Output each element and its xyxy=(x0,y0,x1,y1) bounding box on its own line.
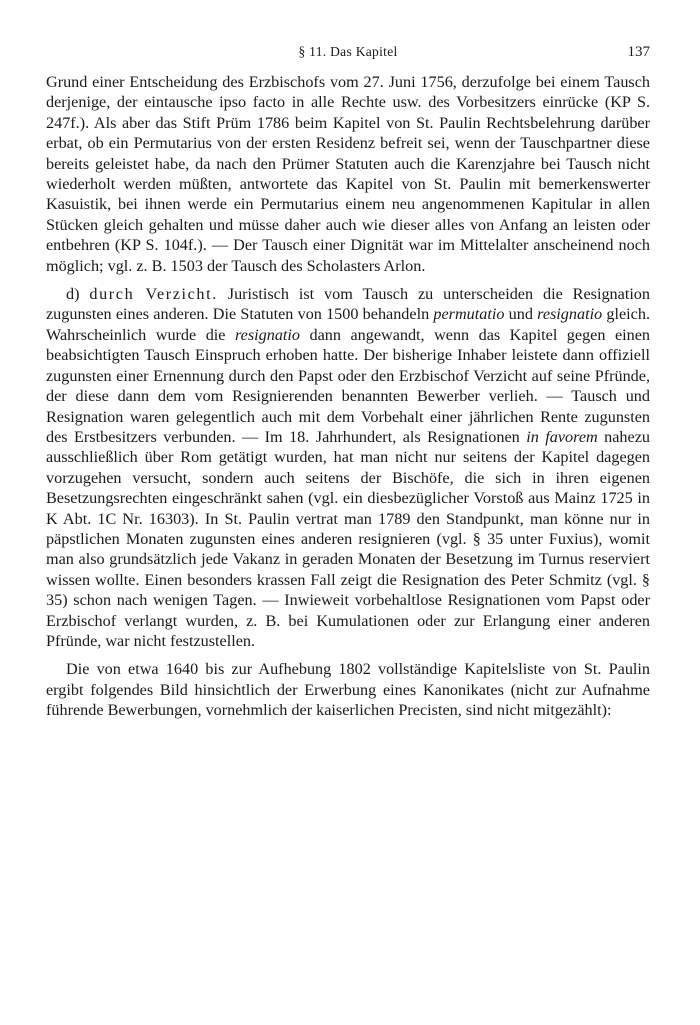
paragraph-2 xyxy=(46,284,650,651)
text-run: nahezu ausschließlich über Rom getätigt wurden, hat man nicht nur seitens der Kapitel dagegen vorzugehen versucht, sondern auch seitens der Bischöfe, die sich in ihren eigenen Besetzungsrechten eingeschränkt sahen (vgl. ein diesbezüglicher Vorstoß aus Mainz 1725 in K Abt. 1C Nr. 16303). In St. Paulin vertrat man 1789 den Standpunkt, man könne nur in päpstlichen Monaten zugunsten eines anderen resignieren (vgl. § 35 unter Fuxius), womit man also grundsätzlich jede Vakanz in geraden Monaten der Besetzung im Turnus reserviert wissen wollte. Einen besonders krassen Fall zeigt die Resignation des Peter Schmitz (vgl. § 35) schon nach wenigen Tagen. — Inwieweit vorbehaltlose Resignationen vom Papst oder Erzbischof verlangt wurden, z. B. bei Kumulationen oder zur Erlangung einer anderen Pfründe, war nicht festzustellen. xyxy=(46,427,650,650)
paragraph-3 xyxy=(46,659,650,720)
paragraph-1 xyxy=(46,72,650,276)
italic-term: in favorem xyxy=(526,427,598,446)
text-run: Juristisch ist vom Tausch zu unterscheiden die Resignation zugunsten eines anderen. Die Statuten von 1500 behandeln xyxy=(46,285,650,324)
text-run: d) xyxy=(66,285,90,304)
body-text xyxy=(46,72,650,721)
text-run: und xyxy=(504,305,538,324)
book-page xyxy=(46,44,650,721)
running-head xyxy=(46,44,650,72)
text-run: Grund einer Entscheidung des Erzbischofs vom 27. Juni 1756, derzufolge bei einem Tausch derjenige, der eintausche ipso facto in alle Rechte usw. des Vorbesitzers einrücke (KP S. 247f.). Als aber das Stift Prüm 1786 beim Kapitel von St. Paulin Rechtsbelehrung darüber erbat, ob ein Permutarius von der ersten Residenz befreit sei, wenn der Tauschpartner diese bereits geleistet habe, da nach den Prümer Statuten auch die Karenzjahre bei Tausch nicht wiederholt werden müßten, antwortete das Kapitel von St. Paulin mit bemerkenswerter Kasuistik, bei ihnen werde ein Permutarius einem neu angenommenen Kapitular in allen Stücken gleich gehalten und müsse daher auch wie dieser alles von Anfang an leisten oder entbehren (KP S. 104f.). — Der Tausch einer Dignität war im Mittelalter anscheinend noch möglich; vgl. z. B. 1503 der Tausch des Scholasters Arlon. xyxy=(46,73,650,275)
text-run: dann angewandt, wenn das Kapitel gegen einen beabsichtigten Tausch Einspruch erhoben hatte. Der bisherige Inhaber leistete dann offiziell zugunsten einer Ernennung durch den Papst oder den Erzbischof Verzicht auf seine Pfründe, der diese dann dem vom Resignierenden benannten Bewerber verlieh. — Tausch und Resignation waren gelegentlich auch mit dem Vorbehalt einer jährlichen Rente zugunsten des Erstbesitzers verbunden. — Im 18. Jahrhundert, als Resignationen xyxy=(46,325,650,446)
spaced-heading: durch Verzicht. xyxy=(89,285,218,304)
italic-term: permutatio xyxy=(433,305,505,324)
section-title: § 11. Das Kapitel xyxy=(298,44,398,59)
page-number: 137 xyxy=(627,44,650,60)
italic-term: resignatio xyxy=(234,325,301,344)
italic-term: resignatio xyxy=(537,305,603,324)
text-run: gleich. Wahrscheinlich wurde die xyxy=(46,305,650,344)
text-run: Die von etwa 1640 bis zur Aufhebung 1802 vollständige Kapitelsliste von St. Paulin ergibt folgendes Bild hinsichtlich der Erwerbung eines Kanonikates (nicht zur Aufnahme führende Bewerbungen, vornehmlich der kaiserlichen Precisten, sind nicht mitgezählt): xyxy=(46,660,650,720)
